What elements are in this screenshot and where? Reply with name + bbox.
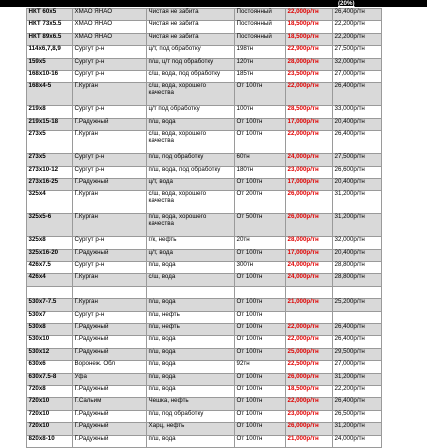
condition-cell: п/ш, вода bbox=[147, 336, 235, 348]
price-vat-cell: 24,000р/тн bbox=[333, 435, 382, 447]
condition-cell: ц/т, под обработку bbox=[147, 46, 235, 58]
table-row bbox=[27, 373, 382, 385]
location-cell: Г.Курган bbox=[73, 191, 147, 214]
table-row bbox=[27, 423, 382, 435]
price-cell: 28,000р/тн bbox=[286, 58, 333, 70]
location-cell: Г.Курган bbox=[73, 274, 147, 286]
location-cell: Сургут р-н bbox=[73, 58, 147, 70]
quantity-cell: От 100тн bbox=[235, 435, 286, 447]
location-cell: Сургут р-н bbox=[73, 46, 147, 58]
table-row bbox=[27, 154, 382, 166]
price-cell: 17,000р/тн bbox=[286, 118, 333, 130]
price-cell: 22,000р/тн bbox=[286, 324, 333, 336]
price-cell: 22,000р/тн bbox=[286, 131, 333, 154]
price-cell: 22,900р/тн bbox=[286, 46, 333, 58]
quantity-cell: Постоянный bbox=[235, 9, 286, 21]
pipe-size-cell: 720х10 bbox=[27, 423, 73, 435]
price-vat-cell: 27,000р/тн bbox=[333, 361, 382, 373]
price-cell: 22,000р/тн bbox=[286, 83, 333, 106]
quantity-cell bbox=[235, 286, 286, 298]
pipe-size-cell: 530х10 bbox=[27, 336, 73, 348]
price-vat-cell: 31,200р/тн bbox=[333, 423, 382, 435]
quantity-cell: От 100тн bbox=[235, 311, 286, 323]
condition-cell: п/ш, под обработку bbox=[147, 410, 235, 422]
pipe-size-cell: 168х10-16 bbox=[27, 70, 73, 82]
table-row bbox=[27, 435, 382, 447]
quantity-cell: От 100тн bbox=[235, 299, 286, 311]
price-cell: 23,000р/тн bbox=[286, 166, 333, 178]
condition-cell: п/ш, вода bbox=[147, 262, 235, 274]
quantity-cell: От 100тн bbox=[235, 348, 286, 360]
quantity-cell: От 100тн bbox=[235, 131, 286, 154]
price-vat-cell: 26,400р/тн bbox=[333, 131, 382, 154]
quantity-cell: 100тн bbox=[235, 106, 286, 118]
table-row bbox=[27, 336, 382, 348]
pipe-size-cell: 159х5 bbox=[27, 58, 73, 70]
condition-cell: с/ш, вода, хорошего качества bbox=[147, 191, 235, 214]
condition-cell: п/ш, вода, под обработку bbox=[147, 166, 235, 178]
location-cell: ХМАО ЯНАО bbox=[73, 9, 147, 21]
pipe-size-cell: 325х16-20 bbox=[27, 249, 73, 261]
condition-cell: п/ш, вода bbox=[147, 348, 235, 360]
condition-cell: п/ш, вода bbox=[147, 118, 235, 130]
price-cell: 26,000р/тн bbox=[286, 191, 333, 214]
price-cell: 22,000р/тн bbox=[286, 398, 333, 410]
price-cell: 21,000р/тн bbox=[286, 435, 333, 447]
table-row bbox=[27, 324, 382, 336]
location-cell: ХМАО ЯНАО bbox=[73, 33, 147, 45]
pipe-size-cell: 720х10 bbox=[27, 398, 73, 410]
condition-cell: Чистая не забита bbox=[147, 33, 235, 45]
price-cell: 26,000р/тн bbox=[286, 373, 333, 385]
pipe-size-cell: 426х4 bbox=[27, 274, 73, 286]
location-cell: Сургут р-н bbox=[73, 106, 147, 118]
quantity-cell: От 100тн bbox=[235, 398, 286, 410]
location-cell: Г.Курган bbox=[73, 299, 147, 311]
table-body bbox=[27, 9, 382, 448]
pipe-size-cell: 820х8-10 bbox=[27, 435, 73, 447]
price-vat-cell: 31,200р/тн bbox=[333, 373, 382, 385]
location-cell: Г.Курган bbox=[73, 214, 147, 237]
quantity-cell: От 100тн bbox=[235, 83, 286, 106]
condition-cell: п/ш, нефть bbox=[147, 324, 235, 336]
table-row bbox=[27, 33, 382, 45]
pipe-size-cell: 720х8 bbox=[27, 385, 73, 397]
table-row bbox=[27, 46, 382, 58]
location-cell: Г.Радужный bbox=[73, 324, 147, 336]
condition-cell: ц/т, вода bbox=[147, 249, 235, 261]
price-vat-cell: 27,500р/тн bbox=[333, 46, 382, 58]
table-row bbox=[27, 58, 382, 70]
pipe-size-cell: 325х8 bbox=[27, 237, 73, 249]
pipe-size-cell: 530х12 bbox=[27, 348, 73, 360]
price-cell: 22,000р/тн bbox=[286, 9, 333, 21]
table-row bbox=[27, 166, 382, 178]
price-cell: 17,000р/тн bbox=[286, 249, 333, 261]
quantity-cell: 185тн bbox=[235, 70, 286, 82]
pipe-size-cell: 219х15-18 bbox=[27, 118, 73, 130]
quantity-cell: 120тн bbox=[235, 58, 286, 70]
table-row bbox=[27, 83, 382, 106]
price-cell: 25,000р/тн bbox=[286, 348, 333, 360]
location-cell: Г.Курган bbox=[73, 83, 147, 106]
location-cell: Г.Радужный bbox=[73, 178, 147, 190]
price-vat-cell: 32,000р/тн bbox=[333, 58, 382, 70]
table-row bbox=[27, 274, 382, 286]
location-cell: Г.Радужный bbox=[73, 385, 147, 397]
condition-cell: п/ш, вода bbox=[147, 373, 235, 385]
price-cell: 17,000р/тн bbox=[286, 178, 333, 190]
table-row bbox=[27, 131, 382, 154]
quantity-cell: Постоянный bbox=[235, 21, 286, 33]
location-cell: Г.Радужный bbox=[73, 336, 147, 348]
pipe-size-cell: 630х6 bbox=[27, 361, 73, 373]
location-cell: Сургут р-н bbox=[73, 237, 147, 249]
table-row bbox=[27, 348, 382, 360]
price-cell: 24,000р/тн bbox=[286, 154, 333, 166]
price-vat-cell: 33,000р/тн bbox=[333, 106, 382, 118]
price-cell: 24,000р/тн bbox=[286, 262, 333, 274]
price-vat-cell: 31,200р/тн bbox=[333, 191, 382, 214]
quantity-cell: От 100тн bbox=[235, 324, 286, 336]
table-row bbox=[27, 237, 382, 249]
quantity-cell: От 100тн bbox=[235, 385, 286, 397]
price-cell: 26,000р/тн bbox=[286, 423, 333, 435]
table-row bbox=[27, 191, 382, 214]
condition-cell: п/ш, ц/т под обработку bbox=[147, 58, 235, 70]
quantity-cell: 300тн bbox=[235, 262, 286, 274]
pipe-size-cell: 630х7.5-8 bbox=[27, 373, 73, 385]
table-row bbox=[27, 106, 382, 118]
table-row bbox=[27, 9, 382, 21]
condition-cell: Чешка, нефть bbox=[147, 398, 235, 410]
quantity-cell: 180тн bbox=[235, 166, 286, 178]
location-cell: Сургут р-н bbox=[73, 166, 147, 178]
vat-header-label: (20%) bbox=[338, 0, 355, 7]
pipe-price-table bbox=[26, 8, 382, 448]
location-cell: Г.Радужный bbox=[73, 348, 147, 360]
condition-cell: п/ш, вода, хорошего качества bbox=[147, 214, 235, 237]
location-cell: Г.Радужный bbox=[73, 249, 147, 261]
price-vat-cell: 26,400р/тн bbox=[333, 398, 382, 410]
pipe-size-cell: 273х5 bbox=[27, 154, 73, 166]
price-cell: 22,000р/тн bbox=[286, 336, 333, 348]
location-cell: Уфа bbox=[73, 373, 147, 385]
location-cell: Сургут р-н bbox=[73, 311, 147, 323]
price-cell: 21,000р/тн bbox=[286, 299, 333, 311]
table-row bbox=[27, 286, 382, 298]
condition-cell: с/ш, вода, под обработку bbox=[147, 70, 235, 82]
price-vat-cell bbox=[333, 311, 382, 323]
table-row bbox=[27, 118, 382, 130]
location-cell: Сургут р-н bbox=[73, 70, 147, 82]
location-cell: Г.Курган bbox=[73, 131, 147, 154]
condition-cell: г/к, нефть bbox=[147, 237, 235, 249]
table-row bbox=[27, 385, 382, 397]
price-vat-cell: 26,600р/тн bbox=[333, 166, 382, 178]
location-cell: Сургут р-н bbox=[73, 262, 147, 274]
price-cell: 28,000р/тн bbox=[286, 237, 333, 249]
pipe-size-cell: 530х7-7.5 bbox=[27, 299, 73, 311]
condition-cell: ц/т, вода bbox=[147, 178, 235, 190]
table-row bbox=[27, 262, 382, 274]
price-cell: 26,000р/тн bbox=[286, 214, 333, 237]
condition-cell: п/ш, вода bbox=[147, 435, 235, 447]
quantity-cell: 92тн bbox=[235, 361, 286, 373]
condition-cell: Чистая не забита bbox=[147, 9, 235, 21]
price-cell: 23,500р/тн bbox=[286, 70, 333, 82]
price-vat-cell: 31,200р/тн bbox=[333, 214, 382, 237]
price-vat-cell bbox=[333, 286, 382, 298]
price-cell: 22,500р/тн bbox=[286, 361, 333, 373]
table-row bbox=[27, 214, 382, 237]
pipe-size-cell: 325х5-6 bbox=[27, 214, 73, 237]
price-cell: 23,000р/тн bbox=[286, 410, 333, 422]
price-cell: 18,500р/тн bbox=[286, 33, 333, 45]
quantity-cell: 20тн bbox=[235, 237, 286, 249]
price-cell: 24,000р/тн bbox=[286, 274, 333, 286]
location-cell: Г.Радужный bbox=[73, 410, 147, 422]
pipe-size-cell bbox=[27, 286, 73, 298]
condition-cell: с/ш, вода, хорошего качества bbox=[147, 83, 235, 106]
price-cell: 18,500р/тн bbox=[286, 385, 333, 397]
price-cell: 18,500р/тн bbox=[286, 21, 333, 33]
location-cell: Г.Радужный bbox=[73, 435, 147, 447]
location-cell: Г.Сальим bbox=[73, 398, 147, 410]
price-vat-cell: 26,500р/тн bbox=[333, 410, 382, 422]
table-row bbox=[27, 299, 382, 311]
table-row bbox=[27, 311, 382, 323]
pipe-size-cell: 530х8 bbox=[27, 324, 73, 336]
condition-cell: с/ш, вода, хорошего качества bbox=[147, 131, 235, 154]
table-row bbox=[27, 361, 382, 373]
price-vat-cell: 28,800р/тн bbox=[333, 262, 382, 274]
table-row bbox=[27, 70, 382, 82]
price-vat-cell: 26,400р/тн bbox=[333, 336, 382, 348]
pipe-size-cell: 273х10-12 bbox=[27, 166, 73, 178]
table-row bbox=[27, 178, 382, 190]
condition-cell: ц/т под обработку bbox=[147, 106, 235, 118]
price-vat-cell: 27,500р/тн bbox=[333, 154, 382, 166]
price-vat-cell: 22,200р/тн bbox=[333, 33, 382, 45]
quantity-cell: 198тн bbox=[235, 46, 286, 58]
pipe-size-cell: 325х4 bbox=[27, 191, 73, 214]
price-vat-cell: 22,200р/тн bbox=[333, 21, 382, 33]
price-vat-cell: 27,000р/тн bbox=[333, 70, 382, 82]
pipe-size-cell: НКТ 60х5 bbox=[27, 9, 73, 21]
location-cell: Воронеж. Обл bbox=[73, 361, 147, 373]
quantity-cell: От 100тн bbox=[235, 274, 286, 286]
condition-cell: п/ш, вода bbox=[147, 299, 235, 311]
quantity-cell: От 100тн bbox=[235, 336, 286, 348]
condition-cell: Чистая не забита bbox=[147, 21, 235, 33]
location-cell: Сургут р-н bbox=[73, 154, 147, 166]
pipe-size-cell: 273х5 bbox=[27, 131, 73, 154]
location-cell bbox=[73, 286, 147, 298]
condition-cell: п/ш, нефть bbox=[147, 311, 235, 323]
price-cell: 28,500р/тн bbox=[286, 106, 333, 118]
quantity-cell: От 100тн bbox=[235, 178, 286, 190]
pipe-size-cell: 168х4-5 bbox=[27, 83, 73, 106]
price-vat-cell: 28,800р/тн bbox=[333, 274, 382, 286]
price-vat-cell: 20,400р/тн bbox=[333, 249, 382, 261]
quantity-cell: От 100тн bbox=[235, 410, 286, 422]
condition-cell: п/ш, вода bbox=[147, 385, 235, 397]
quantity-cell: От 200тн bbox=[235, 191, 286, 214]
quantity-cell: От 100тн bbox=[235, 373, 286, 385]
condition-cell: Харц, нефть bbox=[147, 423, 235, 435]
table-row bbox=[27, 398, 382, 410]
condition-cell: п/ш, под обработку bbox=[147, 154, 235, 166]
price-cell bbox=[286, 311, 333, 323]
location-cell: Г.Радужный bbox=[73, 423, 147, 435]
pipe-size-cell: 720х10 bbox=[27, 410, 73, 422]
pipe-size-cell: 114х6,7,8,9 bbox=[27, 46, 73, 58]
price-vat-cell: 26,400р/тн bbox=[333, 83, 382, 106]
quantity-cell: От 100тн bbox=[235, 118, 286, 130]
price-cell bbox=[286, 286, 333, 298]
quantity-cell: От 500тн bbox=[235, 214, 286, 237]
condition-cell bbox=[147, 286, 235, 298]
table-row bbox=[27, 410, 382, 422]
quantity-cell: От 100тн bbox=[235, 423, 286, 435]
location-cell: ХМАО ЯНАО bbox=[73, 21, 147, 33]
pipe-size-cell: НКТ 89х6.5 bbox=[27, 33, 73, 45]
price-vat-cell: 26,400р/тн bbox=[333, 9, 382, 21]
quantity-cell: От 100тн bbox=[235, 249, 286, 261]
table-row bbox=[27, 21, 382, 33]
price-vat-cell: 20,400р/тн bbox=[333, 118, 382, 130]
condition-cell: с/ш, вода bbox=[147, 274, 235, 286]
price-vat-cell: 25,200р/тн bbox=[333, 299, 382, 311]
location-cell: Г.Радужный bbox=[73, 118, 147, 130]
price-vat-cell: 29,500р/тн bbox=[333, 348, 382, 360]
price-vat-cell: 26,400р/тн bbox=[333, 324, 382, 336]
table-row bbox=[27, 249, 382, 261]
price-vat-cell: 32,000р/тн bbox=[333, 237, 382, 249]
pipe-size-cell: 219х8 bbox=[27, 106, 73, 118]
quantity-cell: 60тн bbox=[235, 154, 286, 166]
pipe-size-cell: НКТ 73х5.5 bbox=[27, 21, 73, 33]
pipe-size-cell: 426х7.5 bbox=[27, 262, 73, 274]
condition-cell: п/ш, вода bbox=[147, 361, 235, 373]
pipe-size-cell: 273х16-25 bbox=[27, 178, 73, 190]
price-vat-cell: 22,200р/тн bbox=[333, 385, 382, 397]
pipe-size-cell: 530х7 bbox=[27, 311, 73, 323]
quantity-cell: Постоянный bbox=[235, 33, 286, 45]
price-vat-cell: 20,400р/тн bbox=[333, 178, 382, 190]
